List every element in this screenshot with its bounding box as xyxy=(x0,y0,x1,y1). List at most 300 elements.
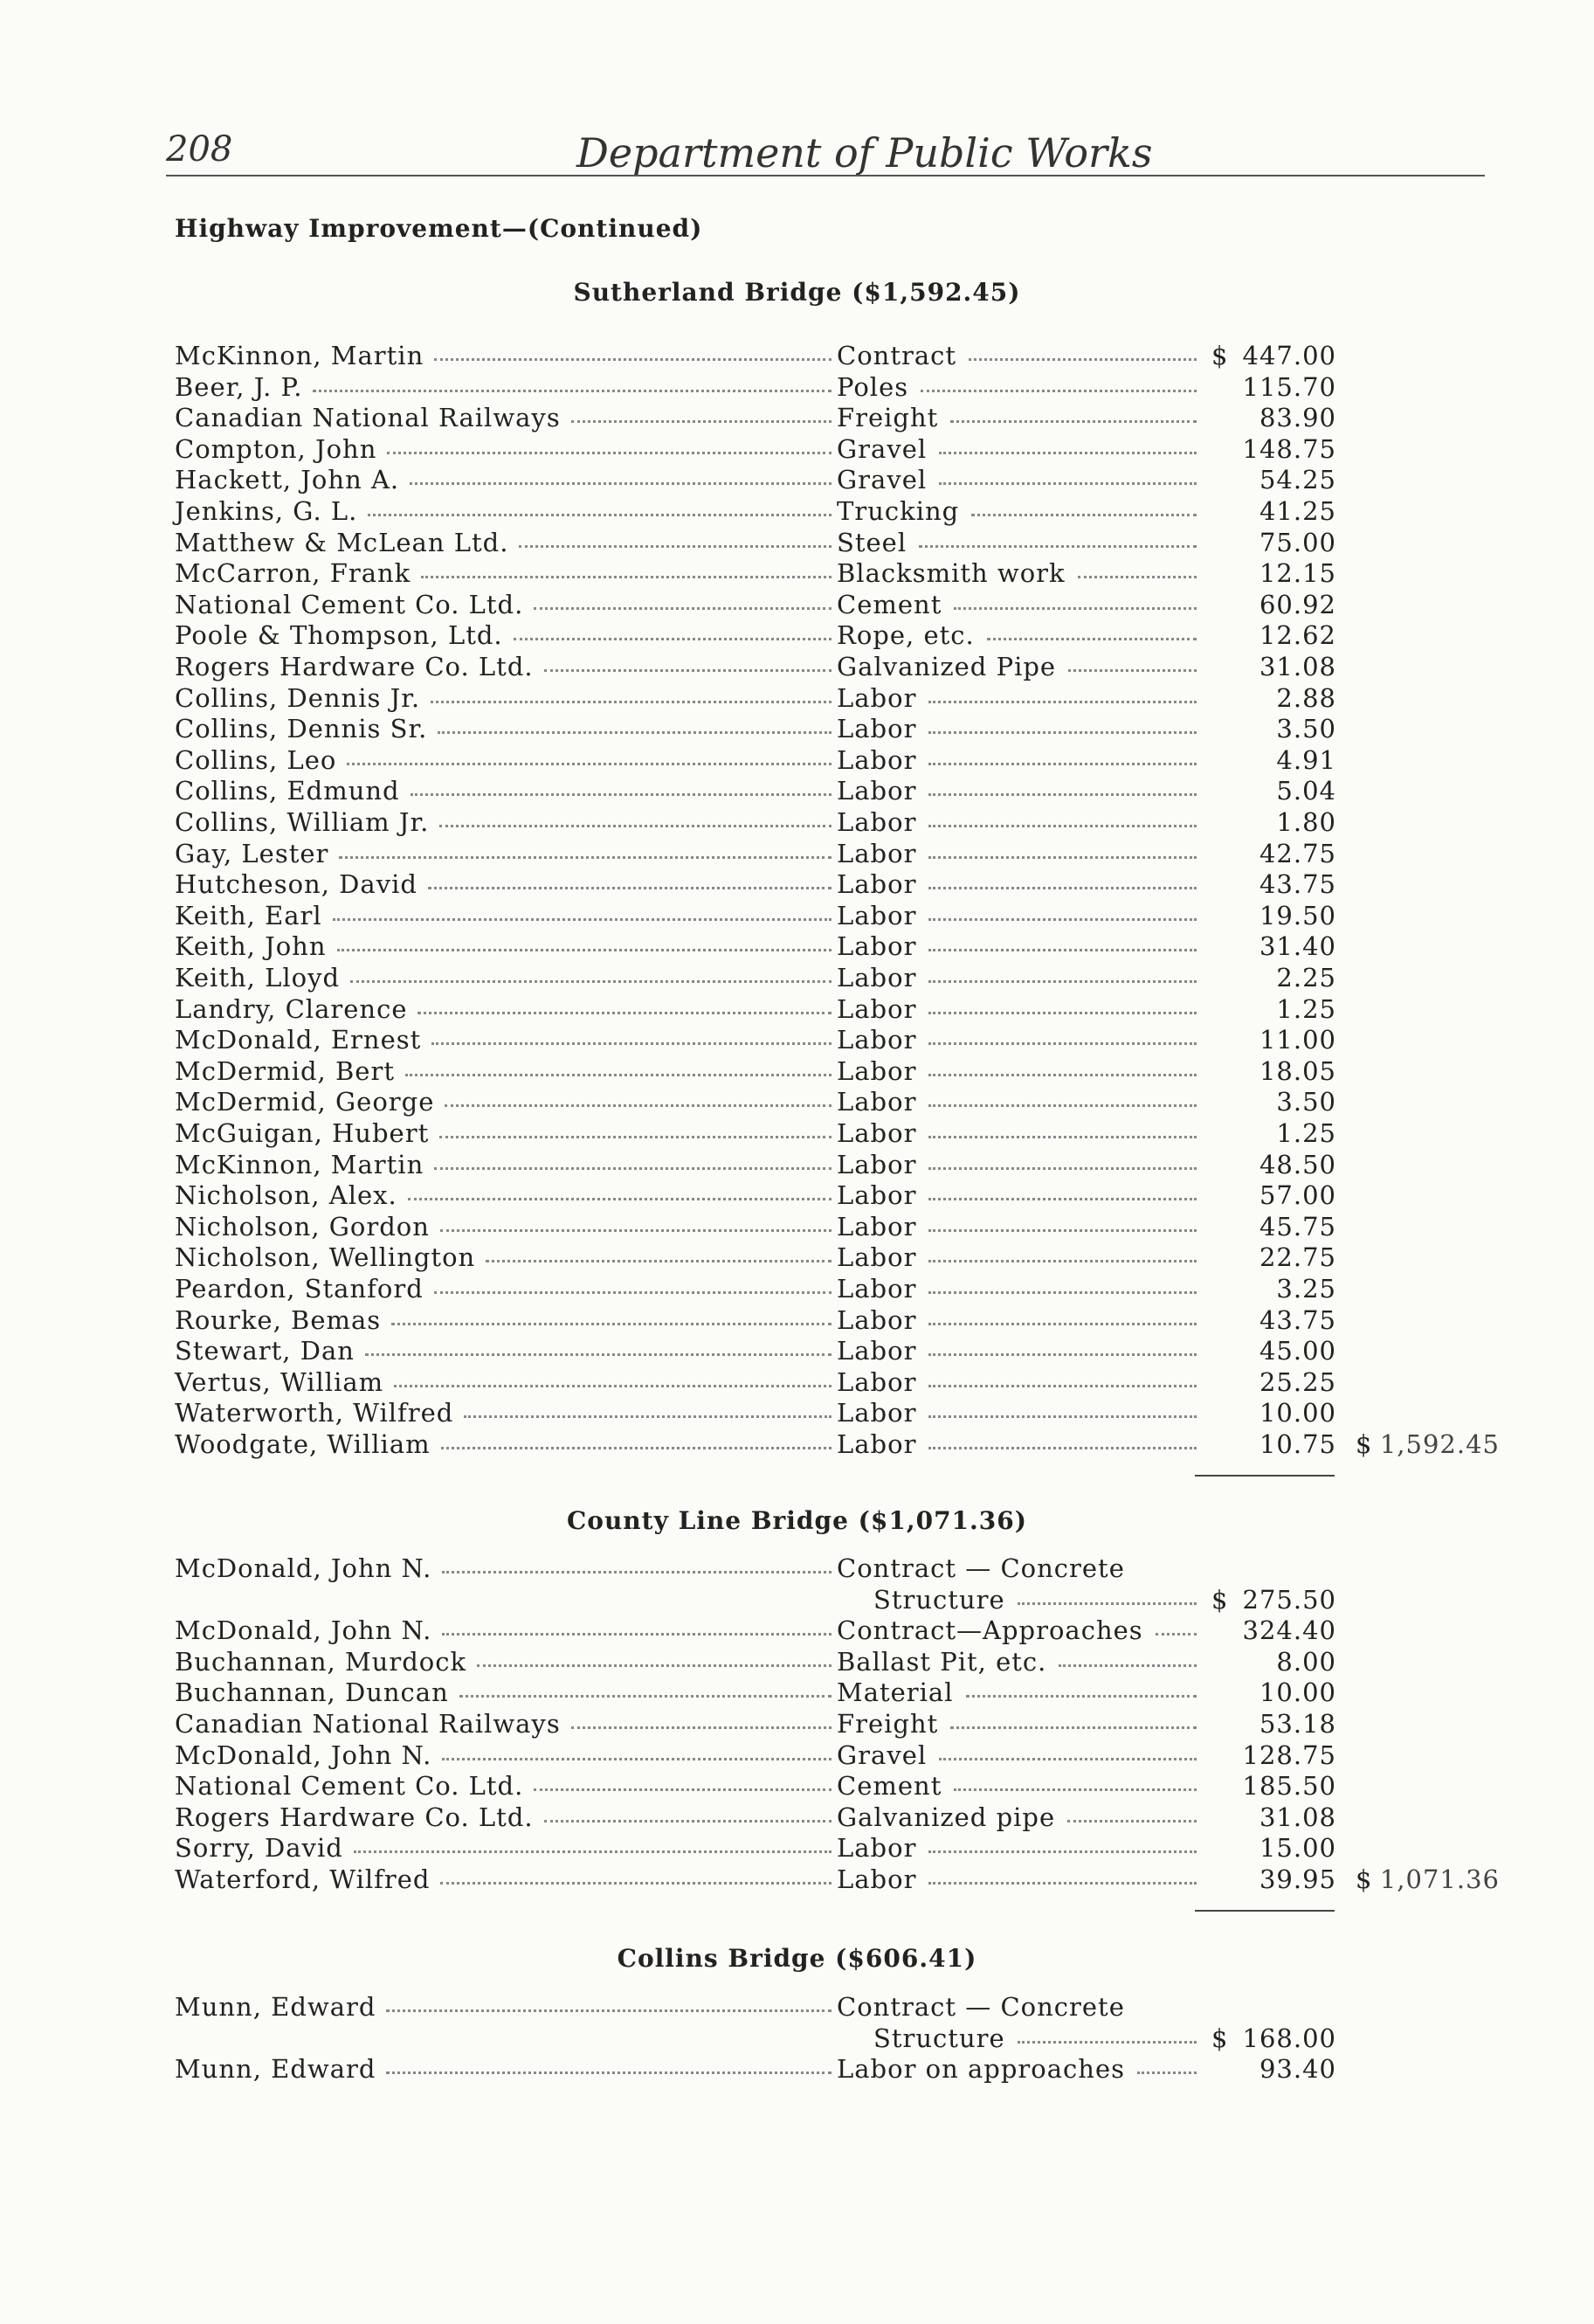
dot-leader xyxy=(928,793,1197,796)
expense-item: Material xyxy=(837,1677,954,1708)
payee-name: McDonald, John N. xyxy=(175,1740,432,1770)
dot-leader xyxy=(534,607,832,610)
dot-leader xyxy=(1018,1602,1197,1605)
payee-name: Compton, John xyxy=(175,433,377,464)
ledger-row xyxy=(0,714,1594,745)
payee-name: Stewart, Dan xyxy=(175,1336,355,1366)
payee-name: Landry, Clarence xyxy=(175,993,408,1024)
amount: 11.00 xyxy=(1259,1025,1336,1055)
expense-item: Cement xyxy=(837,589,942,619)
expense-item: Labor on approaches xyxy=(837,2054,1125,2085)
ledger-row xyxy=(0,1212,1594,1243)
dot-leader xyxy=(394,1385,832,1387)
amount: 168.00 xyxy=(1242,2023,1336,2053)
payee-name: McDermid, George xyxy=(175,1087,435,1117)
dot-leader xyxy=(928,731,1197,734)
payee-name: Beer, J. P. xyxy=(175,371,303,402)
dollar-sign: $ xyxy=(1211,341,1229,370)
ledger-row xyxy=(0,994,1594,1026)
ledger-row xyxy=(0,1677,1594,1709)
payee-name: Woodgate, William xyxy=(175,1429,431,1459)
expense-item: Contract — Concrete xyxy=(837,1992,1125,2022)
payee-name: Peardon, Stanford xyxy=(175,1274,424,1304)
ledger-row xyxy=(0,1398,1594,1429)
expense-item: Freight xyxy=(837,403,939,433)
dot-leader xyxy=(966,1695,1197,1698)
ledger-row xyxy=(0,1615,1594,1647)
payee-name: National Cement Co. Ltd. xyxy=(175,1771,524,1802)
dot-leader xyxy=(387,452,832,454)
section-total: 1,592.45 xyxy=(1379,1429,1500,1459)
amount: 42.75 xyxy=(1259,838,1336,868)
amount: 1.80 xyxy=(1276,807,1336,837)
dot-leader xyxy=(441,1447,832,1449)
expense-item: Labor xyxy=(837,993,917,1024)
dot-leader xyxy=(928,1323,1197,1325)
amount: 93.40 xyxy=(1259,2054,1336,2085)
dot-leader xyxy=(386,2009,832,2012)
dot-leader xyxy=(534,1788,832,1791)
dot-leader xyxy=(428,887,832,889)
dot-leader xyxy=(421,576,832,578)
amount: 18.05 xyxy=(1259,1055,1336,1086)
dot-leader xyxy=(928,1447,1197,1449)
dot-leader xyxy=(439,1136,832,1138)
expense-item: Labor xyxy=(837,1304,917,1335)
ledger-row xyxy=(0,683,1594,715)
ledger-row xyxy=(0,1336,1594,1367)
dot-leader xyxy=(1137,2072,1197,2074)
amount: 19.50 xyxy=(1259,900,1336,930)
dot-leader xyxy=(1018,2041,1197,2044)
amount: 3.25 xyxy=(1276,1274,1336,1304)
dot-leader xyxy=(434,1167,832,1170)
dot-leader xyxy=(354,1850,832,1853)
page-number: 208 xyxy=(166,129,233,169)
payee-name: Waterworth, Wilfred xyxy=(175,1398,454,1428)
ledger-row xyxy=(0,1585,1594,1616)
amount: 31.40 xyxy=(1259,931,1336,962)
dot-leader xyxy=(1078,576,1197,578)
payee-name: Collins, Dennis Sr. xyxy=(175,714,428,744)
payee-name: Keith, Lloyd xyxy=(175,963,341,993)
amount: 4.91 xyxy=(1276,744,1336,775)
dot-leader xyxy=(919,545,1197,548)
total-dollar-sign: $ xyxy=(1356,1429,1373,1459)
payee-name: Jenkins, G. L. xyxy=(175,496,358,526)
dot-leader xyxy=(928,1291,1197,1294)
expense-item: Labor xyxy=(837,682,917,713)
dot-leader xyxy=(954,607,1197,610)
dot-leader xyxy=(337,949,832,951)
dot-leader xyxy=(464,1415,832,1418)
dot-leader xyxy=(442,1633,832,1636)
ledger-row xyxy=(0,1771,1594,1802)
subsection-title: Collins Bridge ($606.41) xyxy=(617,1944,977,1973)
amount: 148.75 xyxy=(1242,433,1336,464)
dot-leader xyxy=(486,1260,832,1262)
expense-item: Labor xyxy=(837,1087,917,1117)
payee-name: Canadian National Railways xyxy=(175,403,561,433)
dot-leader xyxy=(928,1042,1197,1045)
expense-item: Labor xyxy=(837,1366,917,1397)
dot-leader xyxy=(438,731,832,734)
amount: 22.75 xyxy=(1259,1242,1336,1273)
payee-name: Gay, Lester xyxy=(175,838,329,868)
expense-item: Labor xyxy=(837,1398,917,1428)
ledger-row xyxy=(0,1305,1594,1337)
amount: 31.08 xyxy=(1259,652,1336,681)
dot-leader xyxy=(969,358,1197,361)
amount: 41.25 xyxy=(1259,496,1336,526)
amount: 275.50 xyxy=(1242,1584,1336,1615)
ledger-row xyxy=(0,434,1594,466)
dot-leader xyxy=(333,918,832,921)
expense-item-continued: Structure xyxy=(873,1584,1005,1615)
payee-name: Sorry, David xyxy=(175,1833,343,1864)
expense-item: Gravel xyxy=(837,433,928,464)
amount: 10.00 xyxy=(1259,1677,1336,1708)
expense-item: Cement xyxy=(837,1771,942,1802)
dot-leader xyxy=(928,1136,1197,1138)
section-total: 1,071.36 xyxy=(1379,1864,1500,1894)
expense-item: Galvanized Pipe xyxy=(837,652,1057,681)
ledger-row xyxy=(0,963,1594,994)
dot-leader xyxy=(519,545,832,548)
expense-item: Labor xyxy=(837,963,917,993)
dot-leader xyxy=(411,793,832,796)
ledger-row xyxy=(0,1833,1594,1864)
expense-item: Labor xyxy=(837,1180,917,1211)
dot-leader xyxy=(954,1788,1197,1791)
amount: 57.00 xyxy=(1259,1180,1336,1211)
ledger-row xyxy=(0,2054,1594,2085)
dot-leader xyxy=(1068,669,1197,672)
amount: 45.00 xyxy=(1259,1336,1336,1366)
dot-leader xyxy=(386,2072,832,2074)
dot-leader xyxy=(928,980,1197,983)
dot-leader xyxy=(928,1385,1197,1387)
dot-leader xyxy=(408,1198,832,1200)
dot-leader xyxy=(928,856,1197,859)
expense-item: Blacksmith work xyxy=(837,558,1066,589)
dot-leader xyxy=(928,1074,1197,1076)
dot-leader xyxy=(405,1074,832,1076)
dot-leader xyxy=(439,825,832,827)
dot-leader xyxy=(928,887,1197,889)
amount: 15.00 xyxy=(1259,1833,1336,1864)
payee-name: Rogers Hardware Co. Ltd. xyxy=(175,652,534,681)
ledger-row xyxy=(0,620,1594,652)
amount: 2.25 xyxy=(1276,963,1336,993)
expense-item: Labor xyxy=(837,1025,917,1055)
expense-item: Labor xyxy=(837,838,917,868)
payee-name: Waterford, Wilfred xyxy=(175,1864,431,1894)
dot-leader xyxy=(431,1042,832,1045)
payee-name: Munn, Edward xyxy=(175,2054,376,2085)
total-underline xyxy=(1195,1475,1335,1477)
ledger-row xyxy=(0,1274,1594,1305)
payee-name: Nicholson, Alex. xyxy=(175,1180,397,1211)
expense-item: Labor xyxy=(837,1274,917,1304)
dot-leader xyxy=(928,825,1197,827)
amount: 25.25 xyxy=(1259,1366,1336,1397)
dot-leader xyxy=(950,1726,1197,1729)
dot-leader xyxy=(434,1291,832,1294)
expense-item: Galvanized pipe xyxy=(837,1802,1056,1832)
dot-leader xyxy=(928,1229,1197,1232)
payee-name: McDonald, Ernest xyxy=(175,1025,422,1055)
dot-leader xyxy=(928,701,1197,703)
ledger-row xyxy=(0,2023,1594,2055)
amount: 60.92 xyxy=(1259,589,1336,619)
amount: 447.00 xyxy=(1242,341,1336,370)
ledger-row xyxy=(0,776,1594,807)
ledger-row xyxy=(0,1802,1594,1834)
amount: 83.90 xyxy=(1259,403,1336,433)
amount: 12.62 xyxy=(1259,620,1336,651)
dot-leader xyxy=(434,358,832,361)
dot-leader xyxy=(339,856,832,859)
dot-leader xyxy=(440,1229,832,1232)
amount: 10.00 xyxy=(1259,1398,1336,1428)
ledger-row xyxy=(0,869,1594,901)
expense-item: Labor xyxy=(837,931,917,962)
dot-leader xyxy=(440,1882,832,1885)
dot-leader xyxy=(928,918,1197,921)
expense-item: Labor xyxy=(837,744,917,775)
dot-leader xyxy=(971,514,1197,516)
dot-leader xyxy=(928,1353,1197,1356)
ledger-row xyxy=(0,1740,1594,1772)
payee-name: McDermid, Bert xyxy=(175,1055,395,1086)
ledger-row xyxy=(0,1367,1594,1399)
payee-name: McGuigan, Hubert xyxy=(175,1118,430,1148)
ledger-row xyxy=(0,1647,1594,1678)
dot-leader xyxy=(571,420,832,423)
ledger-row xyxy=(0,341,1594,372)
ledger-row xyxy=(0,1118,1594,1150)
amount: 45.75 xyxy=(1259,1211,1336,1242)
amount: 31.08 xyxy=(1259,1802,1336,1832)
dot-leader xyxy=(939,482,1197,485)
dot-leader xyxy=(928,1104,1197,1107)
total-underline xyxy=(1195,1910,1335,1912)
payee-name: Nicholson, Gordon xyxy=(175,1211,430,1242)
amount: 3.50 xyxy=(1276,1087,1336,1117)
payee-name: Collins, Dennis Jr. xyxy=(175,682,421,713)
dot-leader xyxy=(445,1104,832,1107)
ledger-row xyxy=(0,372,1594,404)
payee-name: Buchannan, Duncan xyxy=(175,1677,449,1708)
expense-item: Freight xyxy=(837,1709,939,1739)
expense-item: Labor xyxy=(837,776,917,806)
payee-name: Hackett, John A. xyxy=(175,465,400,495)
dot-leader xyxy=(544,669,832,672)
expense-item: Contract—Approaches xyxy=(837,1615,1143,1646)
amount: 75.00 xyxy=(1259,527,1336,557)
dot-leader xyxy=(939,1758,1197,1760)
ledger-row xyxy=(0,1553,1594,1585)
expense-item: Rope, etc. xyxy=(837,620,975,651)
payee-name: Nicholson, Wellington xyxy=(175,1242,476,1273)
expense-item: Contract xyxy=(837,341,957,370)
amount: 12.15 xyxy=(1259,558,1336,589)
dot-leader xyxy=(431,701,832,703)
payee-name: National Cement Co. Ltd. xyxy=(175,589,524,619)
ledger-row xyxy=(0,1992,1594,2023)
subsection-title: Sutherland Bridge ($1,592.45) xyxy=(573,278,1021,307)
dollar-sign: $ xyxy=(1211,1584,1229,1615)
ledger-row xyxy=(0,1056,1594,1088)
ledger-row xyxy=(0,652,1594,683)
dot-leader xyxy=(928,1882,1197,1885)
dot-leader xyxy=(514,638,832,640)
running-head: Department of Public Works xyxy=(576,129,1153,176)
dot-leader xyxy=(410,482,832,485)
payee-name: McDonald, John N. xyxy=(175,1553,432,1583)
header-rule xyxy=(166,175,1485,176)
ledger-row xyxy=(0,1429,1594,1461)
amount: 54.25 xyxy=(1259,465,1336,495)
payee-name: Munn, Edward xyxy=(175,1992,376,2022)
subsection-title: County Line Bridge ($1,071.36) xyxy=(566,1506,1027,1535)
ledger-row xyxy=(0,590,1594,621)
dot-leader xyxy=(544,1820,832,1823)
expense-item: Gravel xyxy=(837,1740,928,1770)
amount: 1.25 xyxy=(1276,1118,1336,1148)
dot-leader xyxy=(921,390,1197,392)
payee-name: Keith, John xyxy=(175,931,327,962)
expense-item: Labor xyxy=(837,807,917,837)
expense-item: Labor xyxy=(837,1429,917,1459)
expense-item: Labor xyxy=(837,869,917,900)
payee-name: Matthew & McLean Ltd. xyxy=(175,527,509,557)
expense-item: Labor xyxy=(837,1118,917,1148)
dot-leader xyxy=(391,1323,832,1325)
amount: 43.75 xyxy=(1259,1304,1336,1335)
expense-item: Trucking xyxy=(837,496,960,526)
dot-leader xyxy=(928,1260,1197,1262)
expense-item: Labor xyxy=(837,1211,917,1242)
dot-leader xyxy=(928,763,1197,765)
total-dollar-sign: $ xyxy=(1356,1864,1373,1894)
dot-leader xyxy=(459,1695,832,1698)
expense-item: Ballast Pit, etc. xyxy=(837,1646,1047,1677)
expense-item: Labor xyxy=(837,1149,917,1179)
dollar-sign: $ xyxy=(1211,2023,1229,2053)
amount: 8.00 xyxy=(1276,1646,1336,1677)
ledger-row xyxy=(0,901,1594,932)
payee-name: Collins, Leo xyxy=(175,744,337,775)
payee-name: McKinnon, Martin xyxy=(175,341,424,370)
payee-name: Poole & Thompson, Ltd. xyxy=(175,620,503,651)
ledger-row xyxy=(0,1025,1594,1056)
ledger-row xyxy=(0,745,1594,777)
ledger-row xyxy=(0,807,1594,839)
dot-leader xyxy=(928,1415,1197,1418)
amount: 53.18 xyxy=(1259,1709,1336,1739)
section-heading: Highway Improvement—(Continued) xyxy=(175,214,703,243)
payee-name: Keith, Earl xyxy=(175,900,322,930)
payee-name: Vertus, William xyxy=(175,1366,384,1397)
dot-leader xyxy=(365,1353,832,1356)
ledger-row xyxy=(0,839,1594,870)
ledger-row xyxy=(0,403,1594,434)
ledger-row xyxy=(0,465,1594,496)
dot-leader xyxy=(928,1012,1197,1014)
payee-name: Buchannan, Murdock xyxy=(175,1646,467,1677)
amount: 39.95 xyxy=(1259,1864,1336,1894)
dot-leader xyxy=(928,949,1197,951)
amount: 5.04 xyxy=(1276,776,1336,806)
dot-leader xyxy=(442,1758,832,1760)
dot-leader xyxy=(939,452,1197,454)
ledger-row xyxy=(0,496,1594,528)
dot-leader xyxy=(477,1664,832,1667)
ledger-row xyxy=(0,1864,1594,1896)
payee-name: McCarron, Frank xyxy=(175,558,411,589)
dot-leader xyxy=(442,1571,832,1574)
amount: 128.75 xyxy=(1242,1740,1336,1770)
payee-name: Hutcheson, David xyxy=(175,869,417,900)
expense-item: Labor xyxy=(837,1864,917,1894)
ledger-row xyxy=(0,1242,1594,1274)
expense-item-continued: Structure xyxy=(873,2023,1005,2053)
expense-item: Labor xyxy=(837,1055,917,1086)
dot-leader xyxy=(928,1198,1197,1200)
ledger-row xyxy=(0,1150,1594,1181)
expense-item: Contract — Concrete xyxy=(837,1553,1125,1583)
ledger-row xyxy=(0,558,1594,590)
expense-item: Labor xyxy=(837,1242,917,1273)
dot-leader xyxy=(950,420,1197,423)
dot-leader xyxy=(350,980,832,983)
dot-leader xyxy=(417,1012,832,1014)
amount: 185.50 xyxy=(1242,1771,1336,1802)
amount: 48.50 xyxy=(1259,1149,1336,1179)
ledger-row xyxy=(0,528,1594,559)
amount: 3.50 xyxy=(1276,714,1336,744)
amount: 324.40 xyxy=(1242,1615,1336,1646)
payee-name: Collins, William Jr. xyxy=(175,807,430,837)
expense-item: Steel xyxy=(837,527,907,557)
payee-name: Canadian National Railways xyxy=(175,1709,561,1739)
expense-item: Labor xyxy=(837,1833,917,1864)
ledger-row xyxy=(0,1180,1594,1212)
dot-leader xyxy=(1156,1633,1197,1636)
payee-name: McKinnon, Martin xyxy=(175,1149,424,1179)
ledger-row xyxy=(0,931,1594,963)
ledger-row xyxy=(0,1709,1594,1740)
dot-leader xyxy=(313,390,832,392)
dot-leader xyxy=(571,1726,832,1729)
dot-leader xyxy=(1067,1820,1197,1823)
payee-name: McDonald, John N. xyxy=(175,1615,432,1646)
dot-leader xyxy=(987,638,1197,640)
amount: 1.25 xyxy=(1276,993,1336,1024)
payee-name: Rourke, Bemas xyxy=(175,1304,382,1335)
expense-item: Gravel xyxy=(837,465,928,495)
amount: 10.75 xyxy=(1259,1429,1336,1459)
expense-item: Poles xyxy=(837,371,909,402)
expense-item: Labor xyxy=(837,1336,917,1366)
amount: 2.88 xyxy=(1276,682,1336,713)
dot-leader xyxy=(928,1850,1197,1853)
payee-name: Rogers Hardware Co. Ltd. xyxy=(175,1802,534,1832)
dot-leader xyxy=(347,763,832,765)
ledger-row xyxy=(0,1087,1594,1118)
